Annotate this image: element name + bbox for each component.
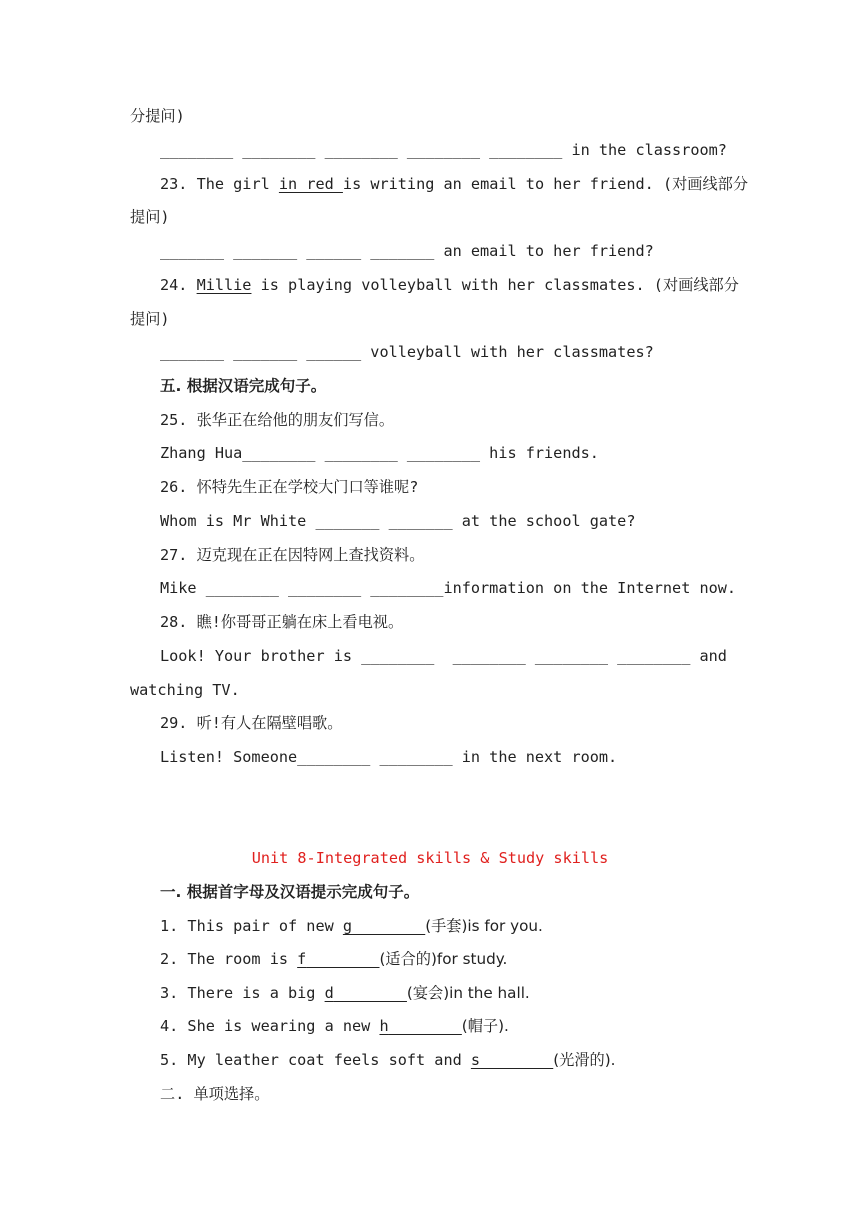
question-24	[160, 275, 739, 295]
question-23	[160, 174, 748, 194]
part-2-heading: 二. 单项选择。	[160, 1085, 270, 1103]
item-pre: 1. This pair of new	[160, 917, 343, 935]
item-post: (适合的)for study.	[379, 950, 508, 968]
part-1-heading: 一. 根据首字母及汉语提示完成句子。	[160, 883, 420, 901]
item-post: (帽子).	[461, 1017, 509, 1035]
question-27-chinese: 27. 迈克现在正在因特网上查找资料。	[160, 546, 425, 564]
part-1-item-1	[160, 916, 543, 936]
item-post: (光滑的).	[553, 1051, 616, 1069]
blank-with-letter	[471, 1051, 553, 1069]
underlined-phrase: Millie	[196, 276, 252, 294]
part-1-item-4	[160, 1016, 509, 1036]
question-26-chinese: 26. 怀特先生正在学校大门口等谁呢?	[160, 478, 419, 496]
blank-with-letter	[379, 1017, 461, 1035]
part-1-item-3	[160, 983, 530, 1003]
question-26-english: Whom is Mr White _______ _______ at the school gate?	[160, 512, 636, 530]
item-pre: 2. The room is	[160, 950, 298, 968]
blank-with-letter	[343, 917, 425, 935]
part-1-item-2	[160, 949, 507, 969]
question-25-english: Zhang Hua________ ________ ________ his friends.	[160, 444, 599, 462]
blank: ________	[333, 984, 407, 1002]
question-post: is writing an email to her friend. (对画线部分	[342, 175, 749, 193]
part-1-item-5	[160, 1050, 615, 1070]
question-number: 24.	[160, 276, 188, 294]
item-pre: 4. She is wearing a new	[160, 1017, 380, 1035]
blank-with-letter	[297, 950, 379, 968]
item-pre: 5. My leather coat feels soft and	[160, 1051, 471, 1069]
blank: ________	[352, 917, 426, 935]
question-27-english: Mike ________ ________ ________information on the Internet now.	[160, 579, 737, 597]
blank: ________	[306, 950, 380, 968]
item-pre: 3. There is a big	[160, 984, 325, 1002]
question-29-chinese: 29. 听!有人在隔壁唱歌。	[160, 714, 343, 732]
item-post: (宴会)in the hall.	[406, 984, 530, 1002]
q22-continuation: 分提问)	[130, 107, 185, 125]
blank: ________	[388, 1017, 462, 1035]
initial-letter: f	[297, 950, 307, 968]
question-28-chinese: 28. 瞧!你哥哥正躺在床上看电视。	[160, 613, 404, 631]
underlined-phrase: in red	[278, 175, 343, 193]
q23-continuation: 提问)	[130, 208, 170, 226]
question-number: 23.	[160, 175, 188, 193]
question-post: is playing volleyball with her classmates. (对画线部分	[260, 276, 739, 294]
question-28-english: Look! Your brother is ________ ________ ________ ________ and	[160, 647, 727, 665]
question-pre: The girl	[196, 175, 270, 193]
blank: ________	[480, 1051, 554, 1069]
initial-letter: g	[342, 917, 353, 935]
question-28-english-continuation: watching TV.	[130, 681, 240, 699]
q23-answer-line: _______ _______ ______ _______ an email to her friend?	[160, 242, 654, 260]
q22-answer-line: ________ ________ ________ ________ ________ in the classroom?	[160, 141, 727, 159]
question-25-chinese: 25. 张华正在给他的朋友们写信。	[160, 411, 395, 429]
item-post: (手套)is for you.	[425, 917, 543, 935]
initial-letter: d	[324, 984, 334, 1002]
blank-with-letter	[325, 984, 407, 1002]
question-29-english: Listen! Someone________ ________ in the next room.	[160, 748, 618, 766]
unit-title: Unit 8-Integrated skills & Study skills	[251, 849, 609, 867]
initial-letter: s	[470, 1051, 481, 1069]
q24-answer-line: _______ _______ ______ volleyball with her classmates?	[160, 343, 654, 361]
section-5-heading: 五. 根据汉语完成句子。	[160, 377, 327, 395]
q24-continuation: 提问)	[130, 310, 170, 328]
initial-letter: h	[379, 1017, 389, 1035]
